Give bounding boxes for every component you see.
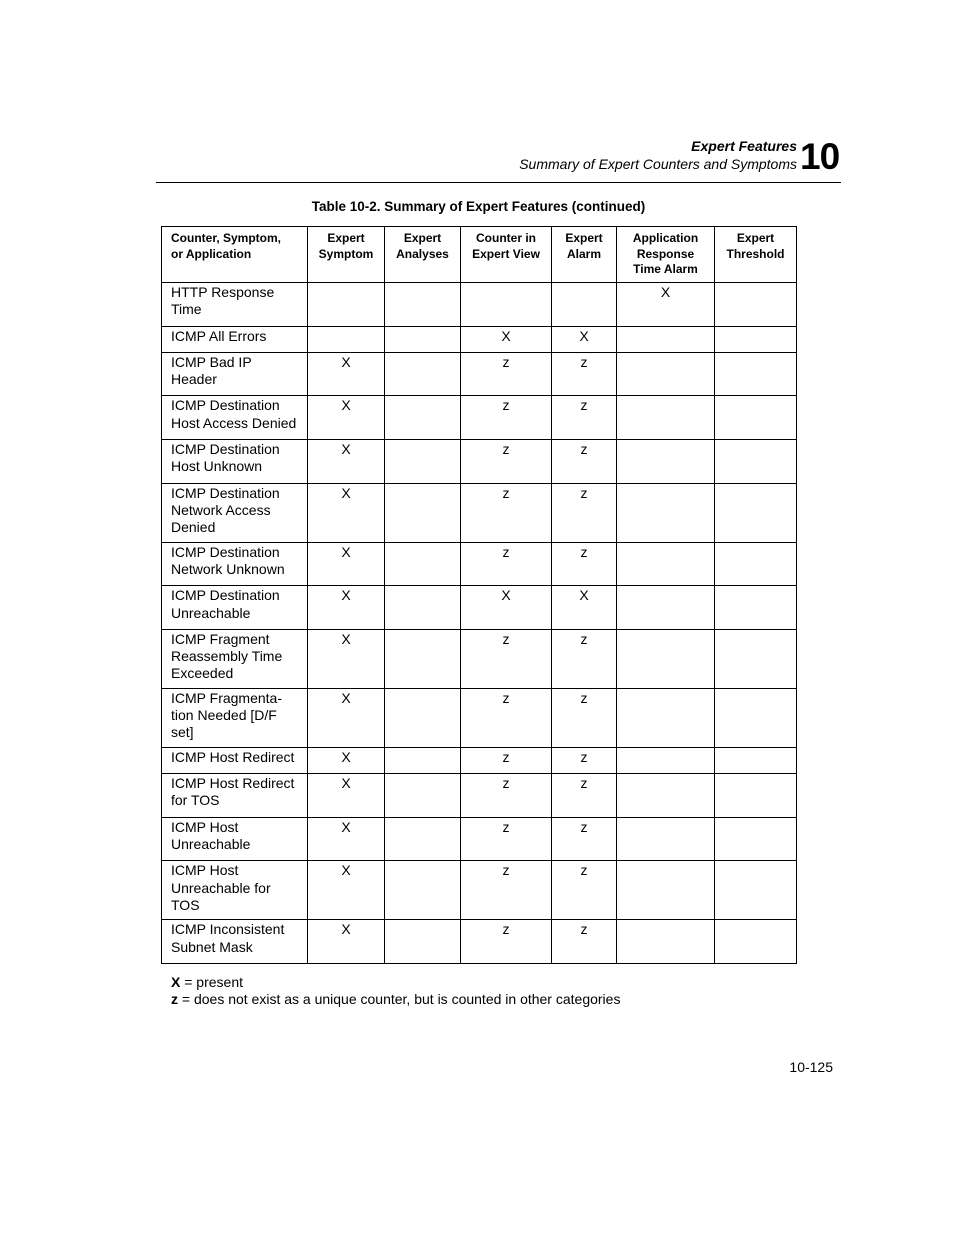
row-label xyxy=(162,483,308,542)
row-label-line: Reassembly Time xyxy=(171,648,283,665)
column-header-line: Alarm xyxy=(566,246,601,261)
table-cell xyxy=(385,688,461,747)
table-cell xyxy=(385,483,461,542)
table-cell xyxy=(715,283,797,327)
row-label xyxy=(162,326,308,352)
table-cell xyxy=(617,920,715,964)
row-label-line: set] xyxy=(171,724,194,741)
table-cell: X xyxy=(552,586,617,630)
table-cell xyxy=(715,542,797,586)
table-cell: z xyxy=(552,861,617,920)
table-cell: z xyxy=(552,920,617,964)
table-row xyxy=(162,542,797,586)
table-cell: X xyxy=(308,440,385,484)
column-header-line: Expert xyxy=(736,231,775,245)
row-label xyxy=(162,920,308,964)
table-row xyxy=(162,440,797,484)
table-cell xyxy=(617,774,715,818)
column-header-line: Analyses xyxy=(396,246,449,261)
table-row xyxy=(162,396,797,440)
row-label-line: ICMP Host Redirect xyxy=(171,775,295,792)
row-label-line: Unreachable for xyxy=(171,879,271,896)
table-cell: X xyxy=(308,629,385,688)
row-label-line: ICMP Host Redirect xyxy=(171,748,295,765)
row-label xyxy=(162,688,308,747)
table-cell xyxy=(461,283,552,327)
row-label-line: ICMP Destination xyxy=(171,397,280,414)
row-label xyxy=(162,629,308,688)
legend-item-counted-elsewhere xyxy=(171,991,620,1008)
table-cell: z xyxy=(461,747,552,773)
table-cell: z xyxy=(552,542,617,586)
table-cell xyxy=(617,688,715,747)
row-label xyxy=(162,861,308,920)
table-row xyxy=(162,688,797,747)
row-label xyxy=(162,817,308,861)
row-label-line: ICMP Inconsistent xyxy=(171,921,285,938)
column-header-line: Expert xyxy=(403,231,442,245)
table-row xyxy=(162,774,797,818)
table-cell xyxy=(715,774,797,818)
row-label xyxy=(162,283,308,327)
table-cell xyxy=(715,483,797,542)
row-label-line: Header xyxy=(171,371,217,388)
table-row xyxy=(162,920,797,964)
row-label xyxy=(162,440,308,484)
legend-key: X xyxy=(171,974,181,990)
table-cell xyxy=(617,747,715,773)
table-row xyxy=(162,326,797,352)
column-header xyxy=(552,227,617,283)
column-header xyxy=(617,227,715,283)
table-row xyxy=(162,861,797,920)
table-cell: z xyxy=(461,440,552,484)
row-label-line: Subnet Mask xyxy=(171,938,253,955)
table-cell xyxy=(617,483,715,542)
table-cell: X xyxy=(308,352,385,396)
table-cell xyxy=(617,861,715,920)
row-label xyxy=(162,586,308,630)
row-label-line: Host Access Denied xyxy=(171,414,297,431)
table-cell: X xyxy=(308,817,385,861)
table-cell xyxy=(552,283,617,327)
row-label-line: HTTP Response xyxy=(171,284,275,300)
table-cell: X xyxy=(552,326,617,352)
column-header-line: Expert xyxy=(327,231,365,245)
header-section-title: Expert Features xyxy=(691,138,797,154)
table-cell xyxy=(715,817,797,861)
table-cell: z xyxy=(552,817,617,861)
table-cell xyxy=(715,920,797,964)
table-cell: z xyxy=(461,542,552,586)
row-label-line: ICMP Host xyxy=(171,818,239,835)
row-label-line: for TOS xyxy=(171,792,220,809)
table-cell xyxy=(308,283,385,327)
table-row xyxy=(162,629,797,688)
table-row xyxy=(162,352,797,396)
table-cell xyxy=(385,629,461,688)
table-cell: X xyxy=(308,396,385,440)
table-cell: z xyxy=(552,747,617,773)
row-label-line: ICMP Destination xyxy=(171,587,280,604)
row-label xyxy=(162,542,308,586)
table-cell xyxy=(617,352,715,396)
table-cell xyxy=(617,542,715,586)
page-number: 10-125 xyxy=(789,1059,833,1075)
column-header-line: Expert View xyxy=(472,246,540,261)
table-cell xyxy=(308,326,385,352)
table-cell: z xyxy=(461,629,552,688)
table-cell xyxy=(715,440,797,484)
table-header-row xyxy=(162,227,797,283)
table-row xyxy=(162,283,797,327)
row-label-line: ICMP Destination xyxy=(171,441,280,458)
table-cell: X xyxy=(308,688,385,747)
table-cell xyxy=(617,629,715,688)
legend-text: = does not exist as a unique counter, but is counted in other categories xyxy=(178,991,621,1008)
table-cell xyxy=(617,440,715,484)
table-cell xyxy=(715,629,797,688)
table-cell: X xyxy=(308,920,385,964)
column-header-line: or Application xyxy=(171,246,252,261)
table-cell xyxy=(385,774,461,818)
table-cell: z xyxy=(552,396,617,440)
table-cell: z xyxy=(552,688,617,747)
row-label-line: ICMP Bad IP xyxy=(171,353,252,370)
table-cell xyxy=(617,396,715,440)
table-row xyxy=(162,747,797,773)
row-label xyxy=(162,352,308,396)
table-cell xyxy=(715,326,797,352)
table-cell xyxy=(385,586,461,630)
table-cell: X xyxy=(461,326,552,352)
table-cell xyxy=(715,586,797,630)
table-cell: z xyxy=(461,920,552,964)
column-header-line: Counter in xyxy=(476,231,536,245)
table-cell: z xyxy=(461,817,552,861)
legend-key: z xyxy=(171,991,178,1008)
table-cell xyxy=(385,920,461,964)
column-header-line: Threshold xyxy=(726,246,785,261)
table-row xyxy=(162,483,797,542)
row-label-line: ICMP Host xyxy=(171,862,239,879)
table-cell: z xyxy=(552,774,617,818)
table-cell: X xyxy=(308,483,385,542)
table-cell xyxy=(385,396,461,440)
column-header-line: Time Alarm xyxy=(633,262,698,276)
row-label-line: Unreachable xyxy=(171,604,251,621)
table-cell xyxy=(715,747,797,773)
column-header-line: Application xyxy=(632,231,699,245)
row-label-line: Network Access xyxy=(171,501,271,518)
column-header xyxy=(461,227,552,283)
table-cell: X xyxy=(308,861,385,920)
table-cell: X xyxy=(461,586,552,630)
table-cell: z xyxy=(461,688,552,747)
legend-item-present xyxy=(171,974,620,991)
row-label-line: ICMP All Errors xyxy=(171,327,267,344)
table-body xyxy=(162,283,797,964)
page-header xyxy=(0,137,954,181)
table-cell xyxy=(385,283,461,327)
row-label-line: ICMP Destination xyxy=(171,543,280,560)
row-label-line: TOS xyxy=(171,896,200,913)
legend-text: = present xyxy=(180,974,243,990)
row-label-line: Unreachable xyxy=(171,836,251,853)
column-header-line: Expert xyxy=(565,231,603,245)
table-cell: X xyxy=(308,747,385,773)
chapter-number: 10 xyxy=(800,136,840,177)
row-label-line: Host Unknown xyxy=(171,458,263,475)
table-cell xyxy=(385,817,461,861)
row-label-line: ICMP Fragmenta- xyxy=(171,689,282,706)
table-cell: X xyxy=(617,283,715,327)
table-cell xyxy=(617,586,715,630)
row-label-line: Network Unknown xyxy=(171,560,285,577)
header-divider xyxy=(156,182,841,183)
table-cell xyxy=(715,352,797,396)
row-label-line: tion Needed [D/F xyxy=(171,707,277,724)
row-label xyxy=(162,774,308,818)
table-row xyxy=(162,817,797,861)
table-cell: z xyxy=(552,440,617,484)
table-cell: z xyxy=(461,483,552,542)
row-label-line: ICMP Fragment xyxy=(171,630,270,647)
column-header xyxy=(715,227,797,283)
row-label xyxy=(162,747,308,773)
table-cell: X xyxy=(308,774,385,818)
table-cell xyxy=(385,326,461,352)
table-cell xyxy=(715,688,797,747)
column-header-line: Response xyxy=(636,246,695,261)
table-cell: z xyxy=(552,629,617,688)
column-header xyxy=(308,227,385,283)
row-label-line: Time xyxy=(171,301,202,318)
row-label-line: Denied xyxy=(171,519,216,536)
table-cell: z xyxy=(461,861,552,920)
row-label-line: Exceeded xyxy=(171,665,234,682)
table-row xyxy=(162,586,797,630)
table-cell xyxy=(617,817,715,861)
table-cell: z xyxy=(552,483,617,542)
table-cell xyxy=(385,861,461,920)
table-cell: z xyxy=(552,352,617,396)
table-cell xyxy=(385,542,461,586)
expert-features-table xyxy=(161,226,797,964)
table-cell: X xyxy=(308,586,385,630)
table-cell xyxy=(385,352,461,396)
table-cell xyxy=(617,326,715,352)
table-caption: Table 10-2. Summary of Expert Features (continued) xyxy=(311,199,646,214)
table-legend xyxy=(171,974,620,1009)
table-cell: X xyxy=(308,542,385,586)
row-label-line: ICMP Destination xyxy=(171,484,280,501)
column-header-line: Counter, Symptom, xyxy=(171,231,282,245)
table-cell xyxy=(715,396,797,440)
table-cell: z xyxy=(461,396,552,440)
column-header xyxy=(162,227,308,283)
row-label xyxy=(162,396,308,440)
table-cell xyxy=(385,440,461,484)
table-cell: z xyxy=(461,352,552,396)
column-header-line: Symptom xyxy=(318,246,374,261)
column-header xyxy=(385,227,461,283)
table-cell xyxy=(385,747,461,773)
table-cell: z xyxy=(461,774,552,818)
header-subsection-title: Summary of Expert Counters and Symptoms xyxy=(519,156,797,172)
table-cell xyxy=(715,861,797,920)
